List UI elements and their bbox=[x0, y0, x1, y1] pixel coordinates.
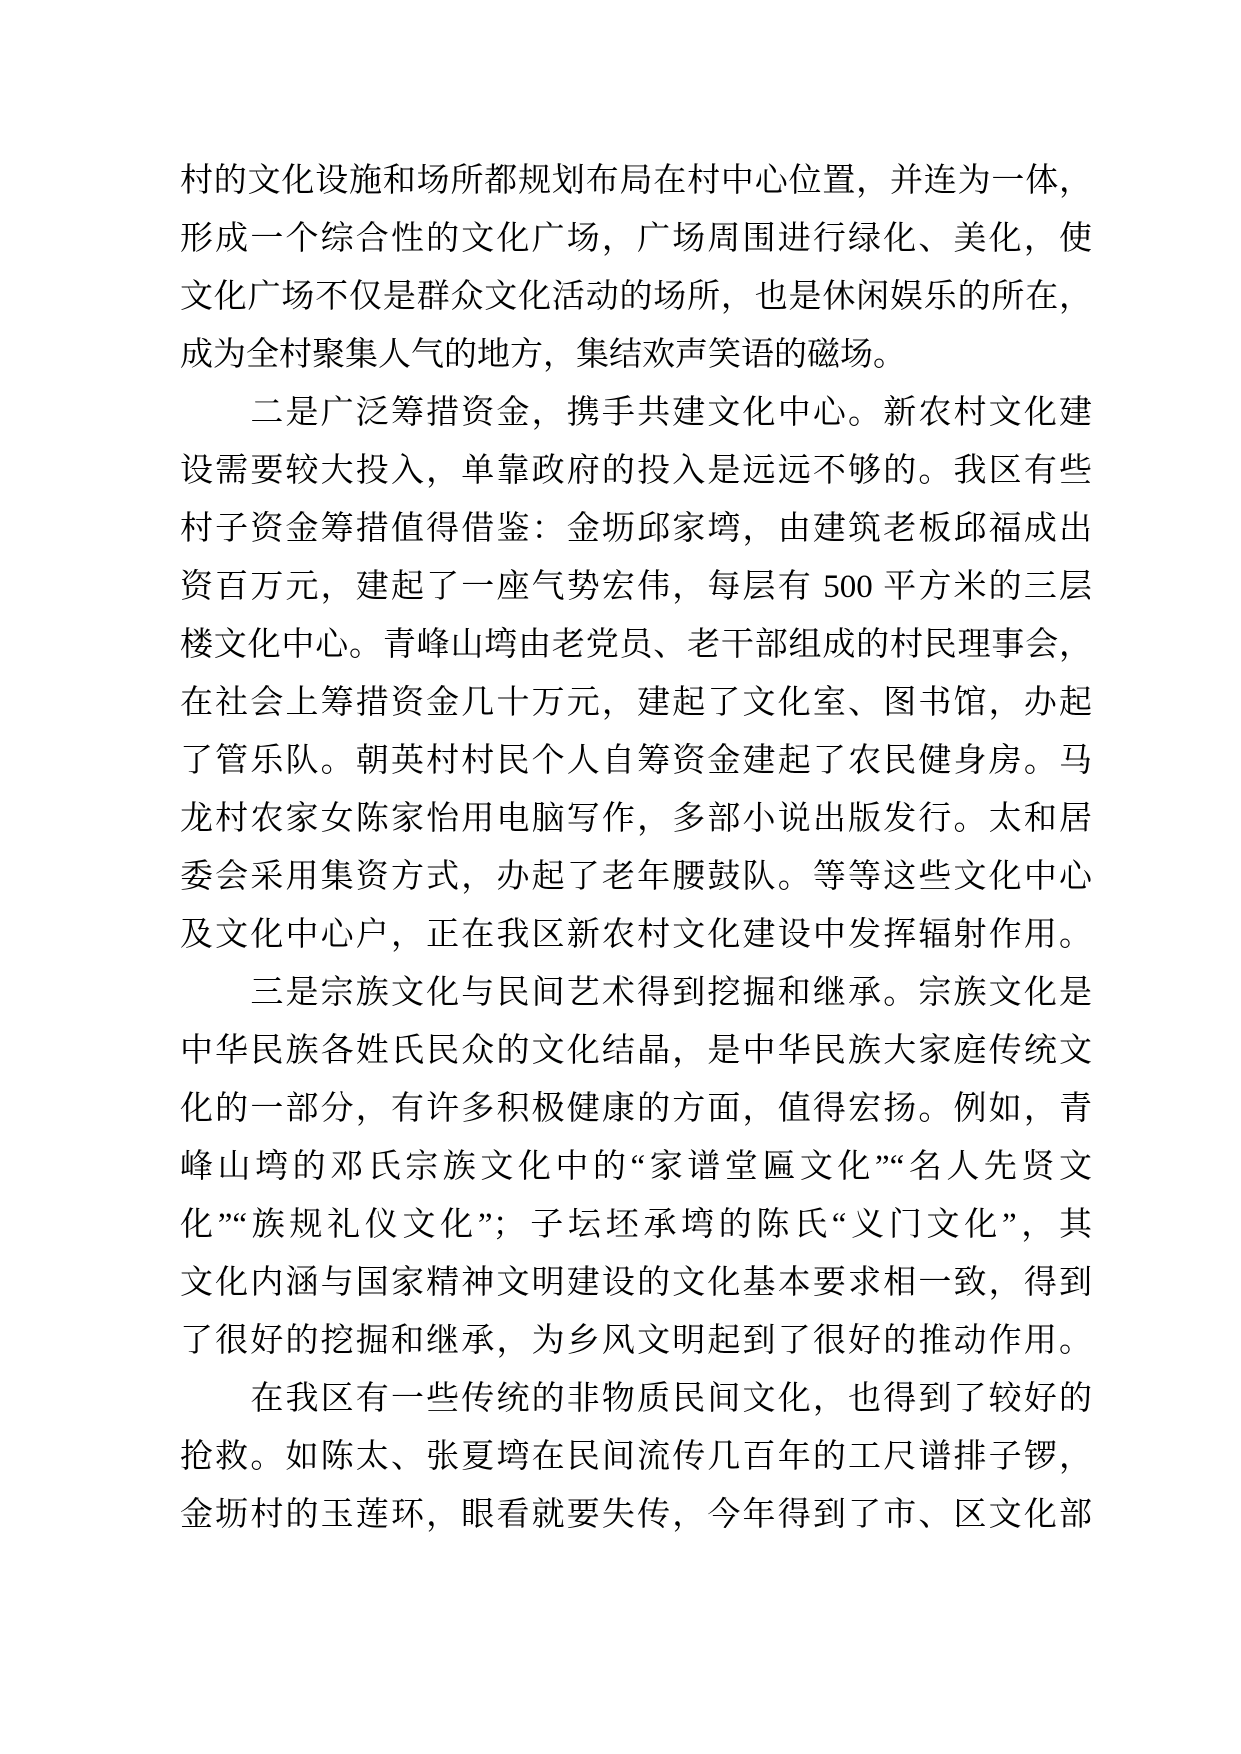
text-line: 资百万元，建起了一座气势宏伟，每层有 500 平方米的三层 bbox=[180, 569, 1092, 605]
text-line: 成为全村聚集人气的地方，集结欢声笑语的磁场。 bbox=[180, 337, 906, 373]
text-line: 在我区有一些传统的非物质民间文化，也得到了较好的 bbox=[180, 1381, 1092, 1417]
text-line: 金坜村的玉莲环，眼看就要失传，今年得到了市、区文化部 bbox=[180, 1497, 1092, 1533]
text-line: 楼文化中心。青峰山塆由老党员、老干部组成的村民理事会， bbox=[180, 627, 1092, 663]
text-line: 化”“族规礼仪文化”；子坛坯承塆的陈氏“义门文化”，其 bbox=[180, 1207, 1092, 1243]
text-line: 委会采用集资方式，办起了老年腰鼓队。等等这些文化中心 bbox=[180, 859, 1092, 895]
text-line: 及文化中心户，正在我区新农村文化建设中发挥辐射作用。 bbox=[180, 917, 1092, 953]
text-line: 化的一部分，有许多积极健康的方面，值得宏扬。例如，青 bbox=[180, 1091, 1092, 1127]
text-line: 中华民族各姓氏民众的文化结晶，是中华民族大家庭传统文 bbox=[180, 1033, 1092, 1069]
text-line: 文化广场不仅是群众文化活动的场所，也是休闲娱乐的所在， bbox=[180, 279, 1092, 315]
text-line: 抢救。如陈太、张夏塆在民间流传几百年的工尺谱排子锣， bbox=[180, 1439, 1092, 1475]
text-line: 村的文化设施和场所都规划布局在村中心位置，并连为一体， bbox=[180, 163, 1092, 199]
text-line: 龙村农家女陈家怡用电脑写作，多部小说出版发行。太和居 bbox=[180, 801, 1092, 837]
text-line: 了很好的挖掘和继承，为乡风文明起到了很好的推动作用。 bbox=[180, 1323, 1092, 1359]
text-line: 设需要较大投入，单靠政府的投入是远远不够的。我区有些 bbox=[180, 453, 1092, 489]
document-text-block bbox=[180, 152, 1092, 1544]
text-line: 村子资金筹措值得借鉴：金坜邱家塆，由建筑老板邱福成出 bbox=[180, 511, 1092, 547]
text-line: 文化内涵与国家精神文明建设的文化基本要求相一致，得到 bbox=[180, 1265, 1092, 1301]
text-line: 三是宗族文化与民间艺术得到挖掘和继承。宗族文化是 bbox=[180, 975, 1092, 1011]
text-line: 在社会上筹措资金几十万元，建起了文化室、图书馆，办起 bbox=[180, 685, 1092, 721]
text-line: 形成一个综合性的文化广场，广场周围进行绿化、美化，使 bbox=[180, 221, 1092, 257]
text-line: 峰山塆的邓氏宗族文化中的“家谱堂匾文化”“名人先贤文 bbox=[180, 1149, 1092, 1185]
text-line: 二是广泛筹措资金，携手共建文化中心。新农村文化建 bbox=[180, 395, 1092, 431]
text-line: 了管乐队。朝英村村民个人自筹资金建起了农民健身房。马 bbox=[180, 743, 1092, 779]
